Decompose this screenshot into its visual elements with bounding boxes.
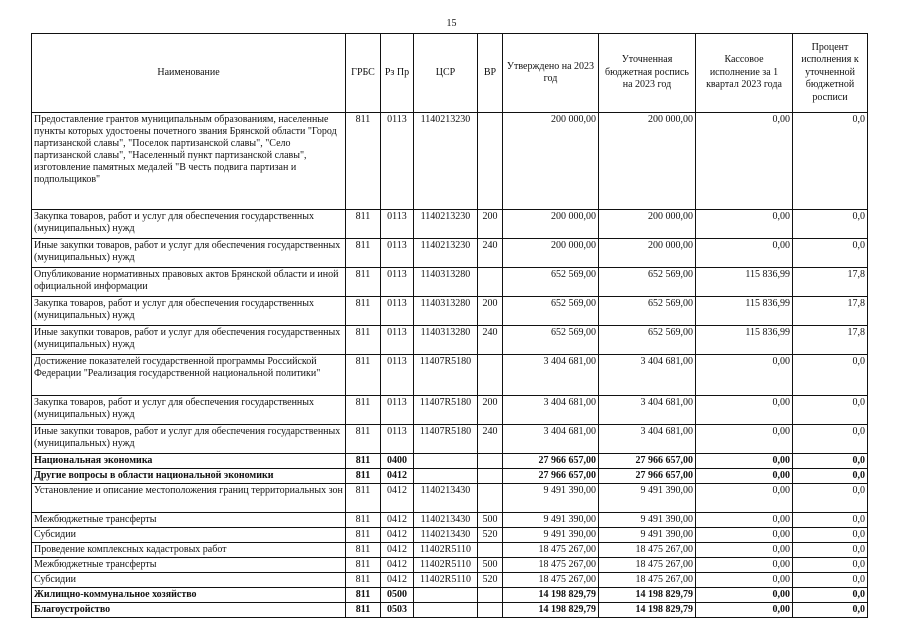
cell-name: Иные закупки товаров, работ и услуг для обеспечения государственных (муниципальных) нужд bbox=[32, 239, 346, 268]
cell-name: Установление и описание местоположения границ территориальных зон bbox=[32, 484, 346, 513]
cell-cash: 0,00 bbox=[696, 210, 793, 239]
table-row bbox=[32, 454, 868, 469]
cell-refined: 3 404 681,00 bbox=[599, 355, 696, 396]
cell-percent: 0,0 bbox=[793, 528, 868, 543]
cell-grbs: 811 bbox=[346, 558, 381, 573]
cell-cash: 0,00 bbox=[696, 513, 793, 528]
cell-csr: 11407R5180 bbox=[414, 396, 478, 425]
cell-rzpr: 0412 bbox=[381, 573, 414, 588]
cell-percent: 0,0 bbox=[793, 484, 868, 513]
cell-approved: 652 569,00 bbox=[503, 326, 599, 355]
cell-grbs: 811 bbox=[346, 425, 381, 454]
cell-cash: 0,00 bbox=[696, 113, 793, 210]
table-row bbox=[32, 588, 868, 603]
cell-approved: 9 491 390,00 bbox=[503, 484, 599, 513]
cell-refined: 200 000,00 bbox=[599, 113, 696, 210]
cell-grbs: 811 bbox=[346, 326, 381, 355]
cell-approved: 652 569,00 bbox=[503, 297, 599, 326]
cell-csr: 1140213430 bbox=[414, 528, 478, 543]
cell-approved: 3 404 681,00 bbox=[503, 425, 599, 454]
cell-cash: 0,00 bbox=[696, 425, 793, 454]
cell-approved: 18 475 267,00 bbox=[503, 573, 599, 588]
cell-rzpr: 0412 bbox=[381, 469, 414, 484]
cell-vr bbox=[478, 113, 503, 210]
cell-name: Жилищно-коммунальное хозяйство bbox=[32, 588, 346, 603]
cell-refined: 3 404 681,00 bbox=[599, 396, 696, 425]
cell-approved: 3 404 681,00 bbox=[503, 355, 599, 396]
cell-rzpr: 0113 bbox=[381, 326, 414, 355]
cell-percent: 0,0 bbox=[793, 513, 868, 528]
cell-refined: 27 966 657,00 bbox=[599, 454, 696, 469]
cell-refined: 14 198 829,79 bbox=[599, 603, 696, 618]
col-header-name: Наименование bbox=[32, 34, 346, 113]
cell-vr: 500 bbox=[478, 558, 503, 573]
cell-rzpr: 0400 bbox=[381, 454, 414, 469]
cell-grbs: 811 bbox=[346, 603, 381, 618]
cell-csr: 1140313280 bbox=[414, 297, 478, 326]
cell-csr bbox=[414, 603, 478, 618]
col-header-percent: Процент исполнения к уточненной бюджетной росписи bbox=[793, 34, 868, 113]
table-row bbox=[32, 113, 868, 210]
cell-refined: 14 198 829,79 bbox=[599, 588, 696, 603]
cell-name: Опубликование нормативных правовых актов Брянской области и иной официальной информации bbox=[32, 268, 346, 297]
cell-refined: 652 569,00 bbox=[599, 268, 696, 297]
cell-percent: 17,8 bbox=[793, 297, 868, 326]
cell-csr: 1140213430 bbox=[414, 484, 478, 513]
col-header-vr: ВР bbox=[478, 34, 503, 113]
cell-rzpr: 0113 bbox=[381, 355, 414, 396]
cell-rzpr: 0412 bbox=[381, 528, 414, 543]
cell-vr bbox=[478, 588, 503, 603]
cell-name: Достижение показателей государственной программы Российской Федерации "Реализация государственной национальной политики" bbox=[32, 355, 346, 396]
cell-vr bbox=[478, 268, 503, 297]
cell-percent: 0,0 bbox=[793, 239, 868, 268]
cell-percent: 0,0 bbox=[793, 543, 868, 558]
table-row bbox=[32, 425, 868, 454]
cell-vr bbox=[478, 454, 503, 469]
cell-grbs: 811 bbox=[346, 396, 381, 425]
cell-grbs: 811 bbox=[346, 513, 381, 528]
col-header-rzpr: Рз Пр bbox=[381, 34, 414, 113]
cell-cash: 0,00 bbox=[696, 573, 793, 588]
cell-vr: 240 bbox=[478, 326, 503, 355]
cell-cash: 0,00 bbox=[696, 484, 793, 513]
cell-refined: 18 475 267,00 bbox=[599, 543, 696, 558]
cell-rzpr: 0412 bbox=[381, 484, 414, 513]
cell-csr: 11407R5180 bbox=[414, 425, 478, 454]
cell-approved: 14 198 829,79 bbox=[503, 588, 599, 603]
cell-vr: 500 bbox=[478, 513, 503, 528]
cell-approved: 3 404 681,00 bbox=[503, 396, 599, 425]
cell-approved: 200 000,00 bbox=[503, 210, 599, 239]
cell-grbs: 811 bbox=[346, 239, 381, 268]
cell-vr bbox=[478, 355, 503, 396]
cell-refined: 652 569,00 bbox=[599, 297, 696, 326]
cell-rzpr: 0113 bbox=[381, 425, 414, 454]
cell-rzpr: 0500 bbox=[381, 588, 414, 603]
cell-percent: 0,0 bbox=[793, 396, 868, 425]
cell-percent: 0,0 bbox=[793, 355, 868, 396]
cell-name: Межбюджетные трансферты bbox=[32, 558, 346, 573]
cell-csr bbox=[414, 469, 478, 484]
table-row bbox=[32, 239, 868, 268]
cell-rzpr: 0113 bbox=[381, 113, 414, 210]
cell-refined: 3 404 681,00 bbox=[599, 425, 696, 454]
cell-cash: 0,00 bbox=[696, 469, 793, 484]
cell-refined: 9 491 390,00 bbox=[599, 513, 696, 528]
cell-approved: 18 475 267,00 bbox=[503, 558, 599, 573]
cell-cash: 0,00 bbox=[696, 603, 793, 618]
cell-cash: 0,00 bbox=[696, 239, 793, 268]
cell-approved: 27 966 657,00 bbox=[503, 454, 599, 469]
cell-refined: 200 000,00 bbox=[599, 210, 696, 239]
cell-percent: 0,0 bbox=[793, 573, 868, 588]
cell-refined: 18 475 267,00 bbox=[599, 558, 696, 573]
cell-name: Иные закупки товаров, работ и услуг для обеспечения государственных (муниципальных) нужд bbox=[32, 326, 346, 355]
cell-name: Закупка товаров, работ и услуг для обеспечения государственных (муниципальных) нужд bbox=[32, 210, 346, 239]
cell-vr bbox=[478, 469, 503, 484]
cell-csr bbox=[414, 588, 478, 603]
cell-vr bbox=[478, 484, 503, 513]
cell-cash: 0,00 bbox=[696, 588, 793, 603]
table-row bbox=[32, 469, 868, 484]
cell-refined: 18 475 267,00 bbox=[599, 573, 696, 588]
cell-refined: 9 491 390,00 bbox=[599, 484, 696, 513]
cell-grbs: 811 bbox=[346, 469, 381, 484]
cell-name: Субсидии bbox=[32, 573, 346, 588]
cell-grbs: 811 bbox=[346, 484, 381, 513]
col-header-grbs: ГРБС bbox=[346, 34, 381, 113]
cell-refined: 652 569,00 bbox=[599, 326, 696, 355]
table-row bbox=[32, 603, 868, 618]
cell-vr bbox=[478, 603, 503, 618]
cell-name: Межбюджетные трансферты bbox=[32, 513, 346, 528]
cell-csr: 1140213230 bbox=[414, 239, 478, 268]
cell-cash: 0,00 bbox=[696, 355, 793, 396]
cell-vr: 240 bbox=[478, 239, 503, 268]
cell-csr: 11402R5110 bbox=[414, 543, 478, 558]
budget-table bbox=[31, 33, 868, 618]
cell-percent: 17,8 bbox=[793, 268, 868, 297]
table-row bbox=[32, 268, 868, 297]
cell-approved: 18 475 267,00 bbox=[503, 543, 599, 558]
cell-percent: 0,0 bbox=[793, 603, 868, 618]
cell-cash: 115 836,99 bbox=[696, 268, 793, 297]
table-row bbox=[32, 528, 868, 543]
cell-approved: 9 491 390,00 bbox=[503, 528, 599, 543]
cell-rzpr: 0412 bbox=[381, 513, 414, 528]
cell-name: Предоставление грантов муниципальным образованиям, населенные пункты которых удостоены почетного звания Брянской области "Город партизанской славы", "Поселок партизанской славы", "Село партизанской славы", "Населенный пункт партизанской славы", изготовление памятных медалей "В честь подвига партизан и подпольщиков" bbox=[32, 113, 346, 210]
cell-name: Закупка товаров, работ и услуг для обеспечения государственных (муниципальных) нужд bbox=[32, 396, 346, 425]
cell-rzpr: 0113 bbox=[381, 396, 414, 425]
cell-csr: 1140213230 bbox=[414, 113, 478, 210]
cell-approved: 200 000,00 bbox=[503, 113, 599, 210]
cell-rzpr: 0412 bbox=[381, 543, 414, 558]
cell-percent: 17,8 bbox=[793, 326, 868, 355]
cell-name: Благоустройство bbox=[32, 603, 346, 618]
cell-cash: 115 836,99 bbox=[696, 297, 793, 326]
cell-grbs: 811 bbox=[346, 454, 381, 469]
table-row bbox=[32, 513, 868, 528]
cell-percent: 0,0 bbox=[793, 588, 868, 603]
cell-percent: 0,0 bbox=[793, 210, 868, 239]
cell-grbs: 811 bbox=[346, 528, 381, 543]
table-header-row bbox=[32, 34, 868, 113]
cell-name: Проведение комплексных кадастровых работ bbox=[32, 543, 346, 558]
table-row bbox=[32, 396, 868, 425]
cell-vr: 200 bbox=[478, 297, 503, 326]
cell-rzpr: 0412 bbox=[381, 558, 414, 573]
table-row bbox=[32, 355, 868, 396]
cell-grbs: 811 bbox=[346, 297, 381, 326]
cell-grbs: 811 bbox=[346, 355, 381, 396]
cell-percent: 0,0 bbox=[793, 454, 868, 469]
cell-name: Закупка товаров, работ и услуг для обеспечения государственных (муниципальных) нужд bbox=[32, 297, 346, 326]
cell-percent: 0,0 bbox=[793, 425, 868, 454]
cell-vr: 200 bbox=[478, 396, 503, 425]
cell-cash: 0,00 bbox=[696, 543, 793, 558]
cell-vr: 240 bbox=[478, 425, 503, 454]
cell-name: Иные закупки товаров, работ и услуг для обеспечения государственных (муниципальных) нужд bbox=[32, 425, 346, 454]
col-header-csr: ЦСР bbox=[414, 34, 478, 113]
cell-rzpr: 0113 bbox=[381, 297, 414, 326]
cell-grbs: 811 bbox=[346, 588, 381, 603]
cell-csr: 11407R5180 bbox=[414, 355, 478, 396]
cell-vr bbox=[478, 543, 503, 558]
cell-name: Субсидии bbox=[32, 528, 346, 543]
table-row bbox=[32, 297, 868, 326]
cell-csr bbox=[414, 454, 478, 469]
table-row bbox=[32, 484, 868, 513]
cell-vr: 520 bbox=[478, 573, 503, 588]
cell-rzpr: 0113 bbox=[381, 239, 414, 268]
cell-cash: 0,00 bbox=[696, 528, 793, 543]
cell-rzpr: 0113 bbox=[381, 210, 414, 239]
cell-vr: 520 bbox=[478, 528, 503, 543]
cell-csr: 1140313280 bbox=[414, 268, 478, 297]
cell-cash: 0,00 bbox=[696, 454, 793, 469]
cell-csr: 1140313280 bbox=[414, 326, 478, 355]
cell-csr: 11402R5110 bbox=[414, 573, 478, 588]
cell-grbs: 811 bbox=[346, 573, 381, 588]
cell-grbs: 811 bbox=[346, 268, 381, 297]
cell-grbs: 811 bbox=[346, 210, 381, 239]
cell-csr: 11402R5110 bbox=[414, 558, 478, 573]
cell-approved: 200 000,00 bbox=[503, 239, 599, 268]
table-row bbox=[32, 326, 868, 355]
cell-name: Другие вопросы в области национальной экономики bbox=[32, 469, 346, 484]
cell-percent: 0,0 bbox=[793, 113, 868, 210]
table-row bbox=[32, 573, 868, 588]
cell-cash: 0,00 bbox=[696, 558, 793, 573]
cell-grbs: 811 bbox=[346, 543, 381, 558]
col-header-cash: Кассовое исполнение за 1 квартал 2023 года bbox=[696, 34, 793, 113]
table-row bbox=[32, 558, 868, 573]
cell-approved: 9 491 390,00 bbox=[503, 513, 599, 528]
cell-refined: 9 491 390,00 bbox=[599, 528, 696, 543]
cell-rzpr: 0113 bbox=[381, 268, 414, 297]
cell-refined: 27 966 657,00 bbox=[599, 469, 696, 484]
cell-csr: 1140213230 bbox=[414, 210, 478, 239]
cell-csr: 1140213430 bbox=[414, 513, 478, 528]
cell-percent: 0,0 bbox=[793, 469, 868, 484]
cell-percent: 0,0 bbox=[793, 558, 868, 573]
col-header-refined: Уточненная бюджетная роспись на 2023 год bbox=[599, 34, 696, 113]
cell-approved: 652 569,00 bbox=[503, 268, 599, 297]
cell-cash: 0,00 bbox=[696, 396, 793, 425]
page-number: 15 bbox=[446, 18, 457, 29]
cell-refined: 200 000,00 bbox=[599, 239, 696, 268]
table-row bbox=[32, 543, 868, 558]
cell-name: Национальная экономика bbox=[32, 454, 346, 469]
cell-vr: 200 bbox=[478, 210, 503, 239]
cell-approved: 27 966 657,00 bbox=[503, 469, 599, 484]
cell-approved: 14 198 829,79 bbox=[503, 603, 599, 618]
table-row bbox=[32, 210, 868, 239]
cell-cash: 115 836,99 bbox=[696, 326, 793, 355]
cell-grbs: 811 bbox=[346, 113, 381, 210]
col-header-approved: Утверждено на 2023 год bbox=[503, 34, 599, 113]
cell-rzpr: 0503 bbox=[381, 603, 414, 618]
